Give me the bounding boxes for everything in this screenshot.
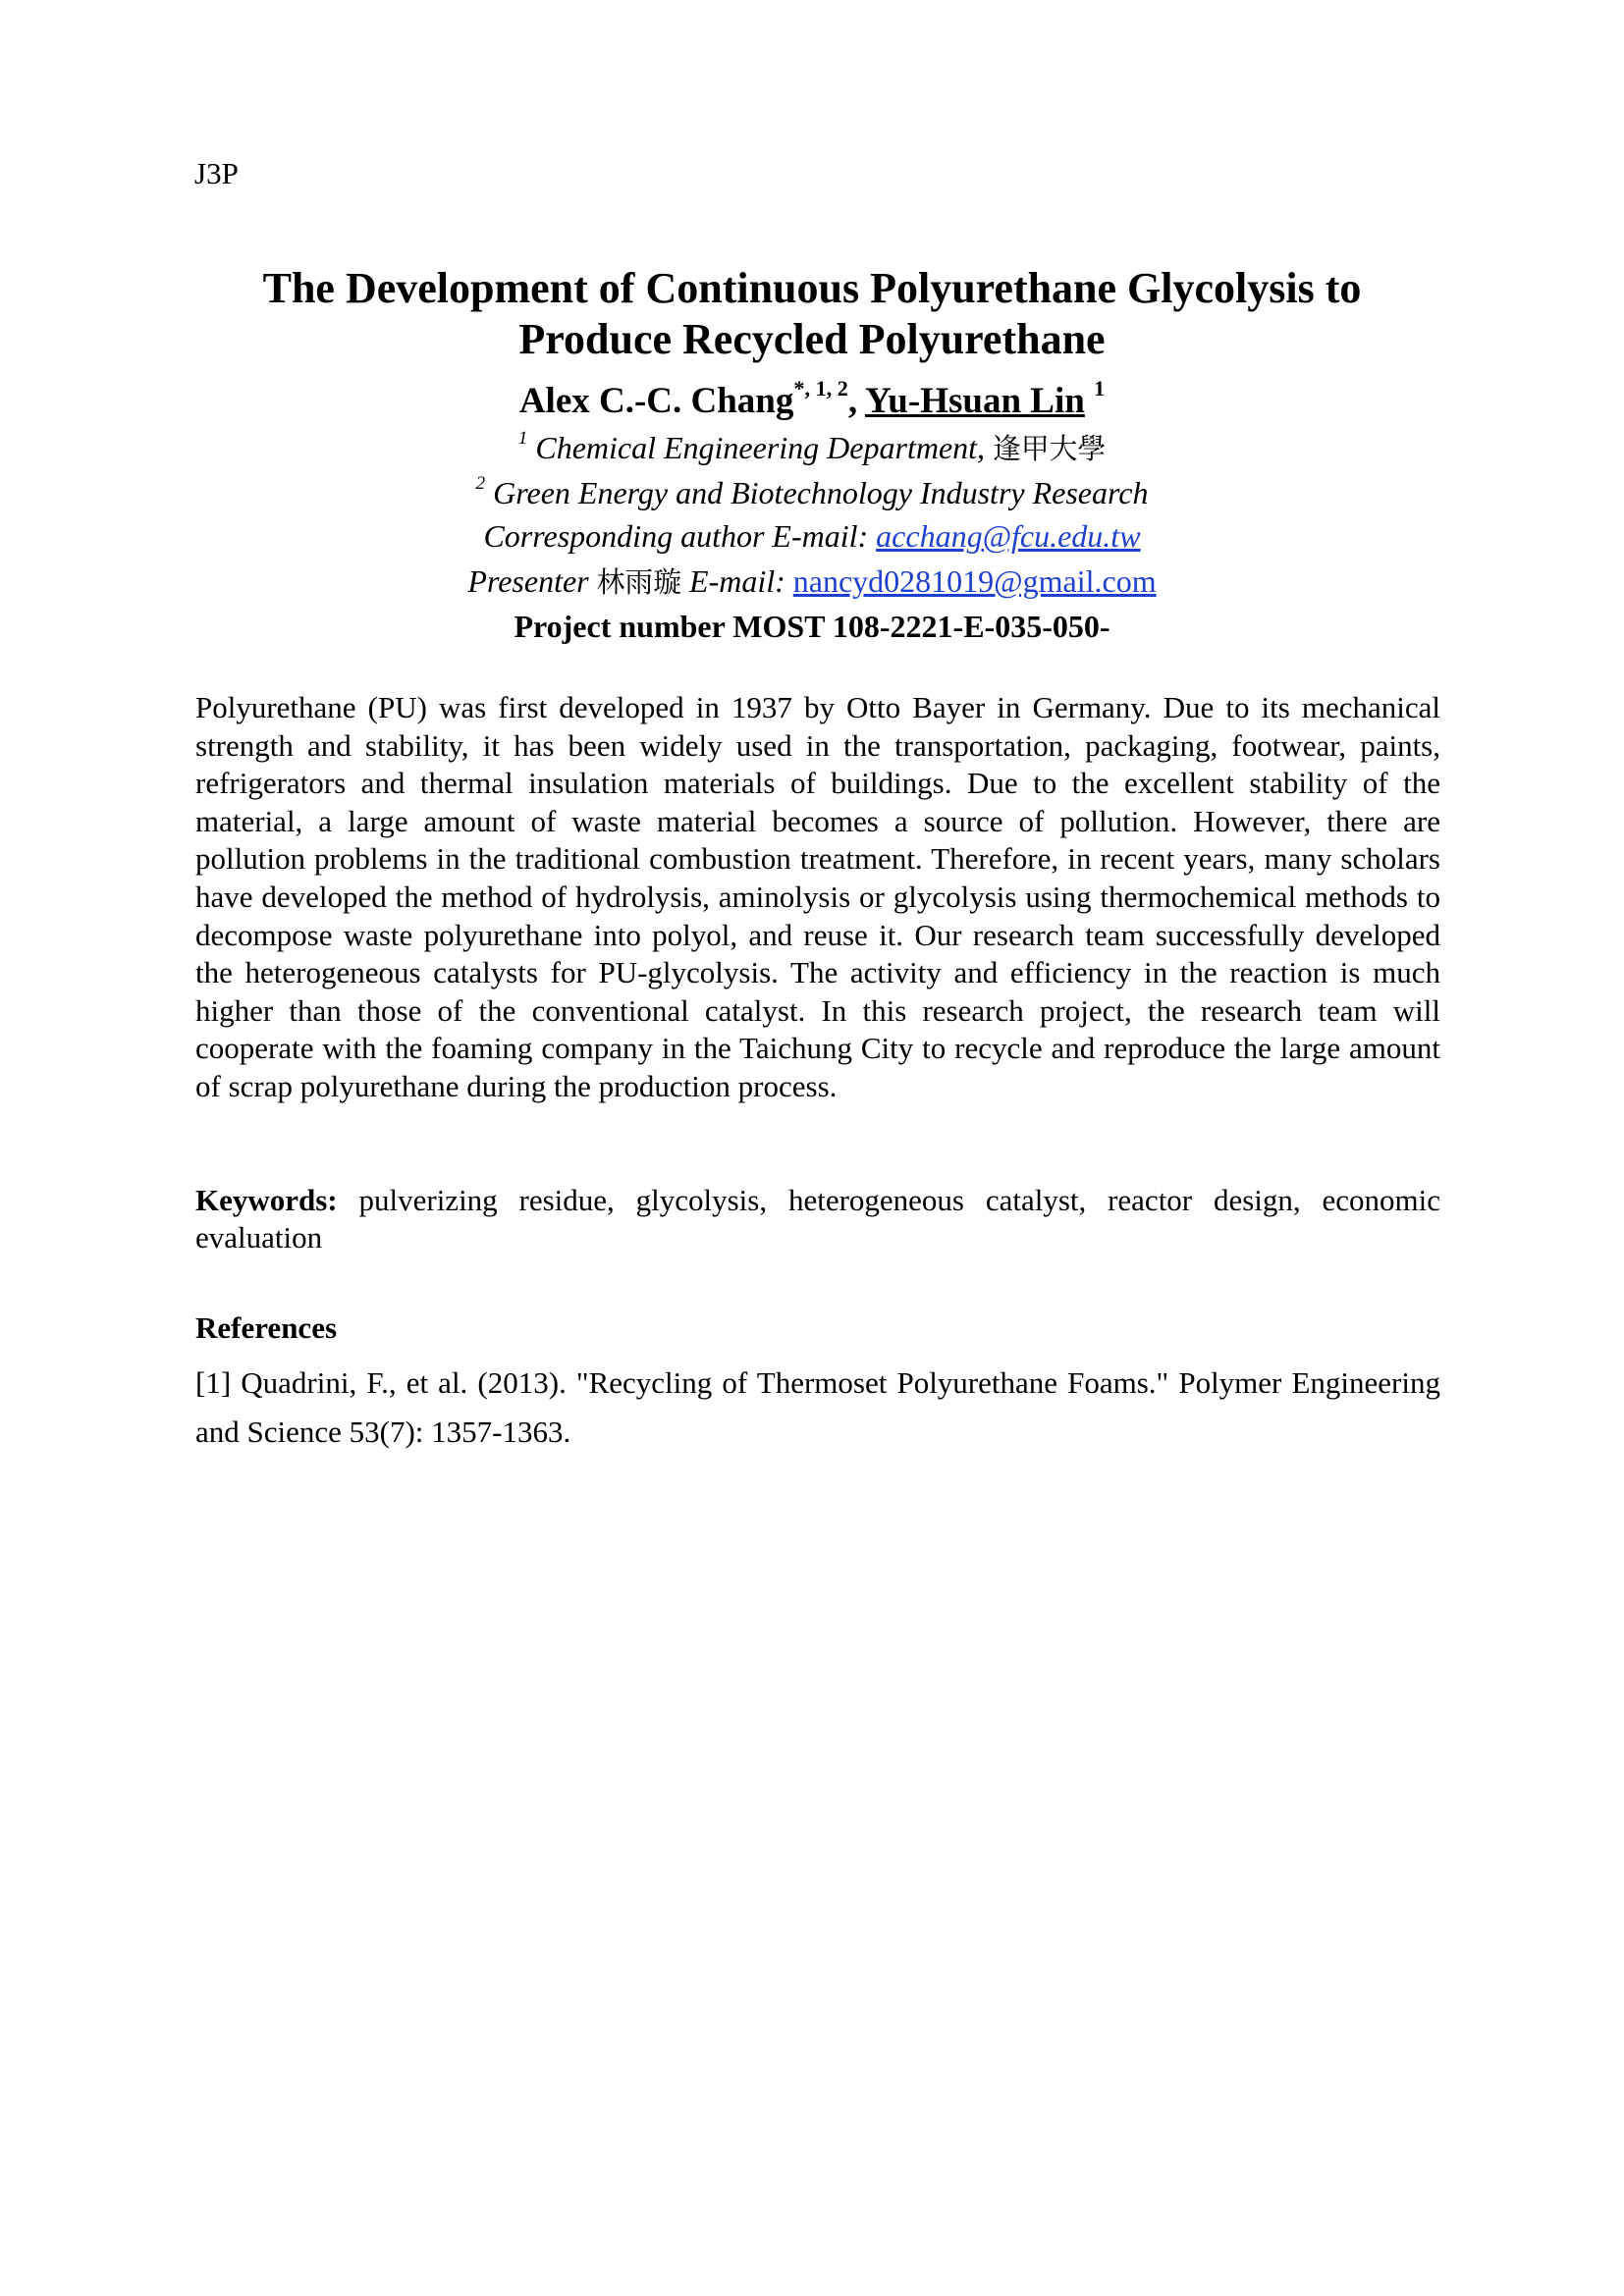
affiliation-2-text: Green Energy and Biotechnology Industry Research (493, 475, 1149, 510)
affiliation-1-number: 1 (517, 428, 528, 450)
corresponding-email-link[interactable]: acchang@fcu.edu.tw (876, 518, 1141, 554)
reference-item: [1] Quadrini, F., et al. (2013). "Recycling of Thermoset Polyurethane Foams." Polymer Engineering and Science 53(7): 1357-1363. (195, 1365, 1440, 1449)
author-1-name: Alex C.-C. Chang (518, 381, 794, 421)
paper-title (196, 263, 1428, 365)
corresponding-author (196, 516, 1428, 556)
project-number: Project number MOST 108-2221-E-035-050- (514, 609, 1110, 644)
presenter-name: 林雨璇 (596, 565, 682, 599)
paper-title-line-1: The Development of Continuous Polyurethane Glycolysis to (262, 264, 1362, 312)
keywords (195, 1182, 1440, 1256)
abstract-paragraph: Polyurethane (PU) was first developed in 1937 by Otto Bayer in Germany. Due to its mechanical strength and stability, it has been widely used in the transportation, packaging, footwear, paints, refrigerators and thermal insulation materials of buildings. Due to the excellent stability of the material, a large amount of waste material becomes a source of pollution. However, there are pollution problems in the traditional combustion treatment. Therefore, in recent years, many scholars have developed the method of hydrolysis, aminolysis or glycolysis using thermochemical methods to decompose waste polyurethane into polyol, and reuse it. Our research team successfully developed the heterogeneous catalysts for PU-glycolysis. The activity and efficiency in the reaction is much higher than those of the conventional catalyst. In this research project, the research team will cooperate with the foaming company in the Taichung City to recycle and reproduce the large amount of scrap polyurethane during the production process. (195, 690, 1440, 1103)
affiliation-2 (196, 473, 1428, 512)
presenter-email-link[interactable]: nancyd0281019@gmail.com (792, 563, 1157, 599)
affiliation-1-text: Chemical Engineering Department, (535, 430, 986, 465)
paper-code: J3P (194, 156, 239, 190)
presenter-label: Presenter (467, 563, 589, 599)
affiliation-1-university: 逢甲大學 (993, 432, 1107, 465)
keywords-label: Keywords: (195, 1183, 338, 1217)
references-heading: References (195, 1310, 338, 1345)
presenter (196, 561, 1428, 602)
paper-title-line-2: Produce Recycled Polyurethane (518, 315, 1106, 363)
affiliation-1 (196, 428, 1428, 468)
author-list (196, 376, 1428, 424)
corresponding-label: Corresponding author E-mail: (483, 518, 869, 554)
author-1-affiliation-marks: *, 1, 2 (793, 376, 848, 401)
author-separator: , (847, 381, 865, 421)
presenter-email-label: E-mail: (689, 563, 785, 599)
keywords-text: pulverizing residue, glycolysis, heterogeneous catalyst, reactor design, economic evaluation (195, 1183, 1440, 1255)
author-2-affiliation-marks: 1 (1094, 376, 1106, 401)
author-2-name: Yu-Hsuan Lin (864, 381, 1085, 421)
affiliation-2-number: 2 (475, 473, 486, 495)
